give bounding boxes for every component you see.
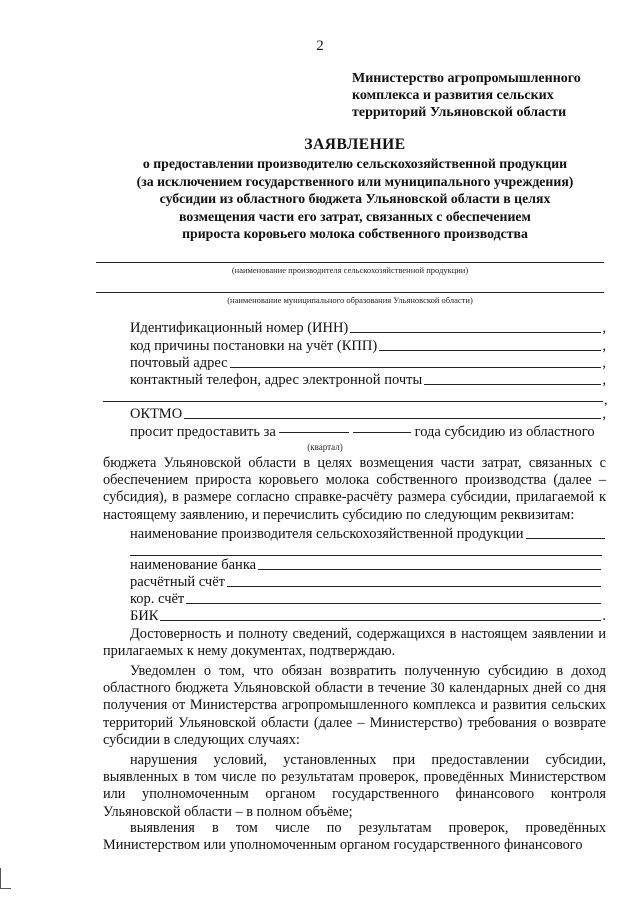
request-prefix: просит предоставить за <box>130 424 276 440</box>
kpp-comma: , <box>602 338 606 354</box>
quarter-caption: (квартал) <box>307 442 343 452</box>
subtitle-line: субсидии из областного бюджета Ульяновской области в целях <box>159 191 551 206</box>
request-line <box>130 424 595 441</box>
bank-producer-label: наименование производителя сельскохозяйственной продукции <box>130 526 524 542</box>
inn-comma: , <box>602 320 606 336</box>
bank-producer-input-line[interactable] <box>526 538 605 539</box>
account-field[interactable] <box>130 574 602 590</box>
phone-input-line[interactable] <box>424 384 601 385</box>
continuation-comma: , <box>604 393 608 408</box>
oktmo-label: ОКТМО <box>130 406 183 422</box>
inn-field[interactable] <box>130 320 606 336</box>
address-comma: , <box>602 355 606 371</box>
year-input-line[interactable] <box>353 432 411 433</box>
bik-label: БИК <box>130 608 159 624</box>
paragraph-detection: выявления в том числе по результатам проверок, проведённых Министерством или уполномоченным органом государственного финансового <box>103 820 606 854</box>
bik-input-line[interactable] <box>160 620 601 621</box>
account-label: расчётный счёт <box>130 574 225 590</box>
corr-account-input-line[interactable] <box>186 603 601 604</box>
phone-comma: , <box>602 372 606 388</box>
phone-field[interactable] <box>130 372 606 388</box>
page-number: 2 <box>316 38 324 54</box>
request-suffix: года субсидию из областного <box>414 424 595 440</box>
kpp-label: код причины постановки на учёт (КПП) <box>130 338 378 354</box>
addressee-line: Министерство агропромышленного <box>352 71 581 86</box>
address-label: почтовый адрес <box>130 355 228 371</box>
inn-label: Идентификационный номер (ИНН) <box>130 320 349 336</box>
inn-input-line[interactable] <box>350 332 601 333</box>
bank-name-input-line[interactable] <box>258 569 601 570</box>
kpp-input-line[interactable] <box>379 350 601 351</box>
document-subtitle <box>95 155 615 243</box>
paragraph-purpose: бюджета Ульяновской области в целях возмещения части затрат, связанных с обеспечением прироста коровьего молока собственного производства (далее – субсидия), в размере согласно справке-расчёту размера субсидии, прилагаемой к настоящему заявлению, и перечислить субсидию по следующим реквизитам: <box>103 455 606 523</box>
phone-label: контактный телефон, адрес электронной почты <box>130 372 423 388</box>
corr-account-label: кор. счёт <box>130 591 185 607</box>
corr-account-field[interactable] <box>130 591 602 607</box>
quarter-input-line[interactable] <box>279 432 349 433</box>
paragraph-violation: нарушения условий, установленных при предоставлении субсидии, выявленных в том числе по результатам проверок, проведённых Министерством или уполномоченным органом государственного финансового контроля Ульяновской области – в полном объёме; <box>103 752 606 820</box>
municipality-line[interactable] <box>96 292 604 293</box>
bik-field[interactable] <box>130 608 606 624</box>
bank-name-field[interactable] <box>130 557 602 573</box>
scan-corner-mark <box>0 868 11 889</box>
bank-producer-continuation-line[interactable] <box>130 555 602 556</box>
municipality-caption: (наименование муниципального образования Ульяновской области) <box>227 295 473 305</box>
oktmo-comma: , <box>602 406 606 422</box>
account-input-line[interactable] <box>227 586 601 587</box>
phone-continuation-line[interactable] <box>103 401 603 402</box>
addressee-block <box>352 70 622 121</box>
kpp-field[interactable] <box>130 338 606 354</box>
subtitle-line: прироста коровьего молока собственного производства <box>182 226 528 241</box>
subtitle-line: о предоставлении производителю сельскохозяйственной продукции <box>142 156 568 171</box>
bank-producer-field[interactable] <box>130 526 606 542</box>
paragraph-notice: Уведомлен о том, что обязан возвратить полученную субсидию в доход областного бюджета Ульяновской области в течение 30 календарных дней со дня получения от Министерства агропромышленного комплекса и развития сельских территорий Ульяновской области (далее – Министерство) требования о возврате субсидии в следующих случаях: <box>103 663 606 748</box>
oktmo-input-line[interactable] <box>184 418 601 419</box>
bik-dot: . <box>602 608 606 624</box>
producer-name-caption: (наименование производителя сельскохозяйственной продукции) <box>231 265 469 275</box>
subtitle-line: возмещения части его затрат, связанных с обеспечением <box>179 208 531 224</box>
oktmo-field[interactable] <box>130 406 606 422</box>
addressee-line: комплекса и развития сельских <box>352 88 554 103</box>
producer-name-line[interactable] <box>96 262 604 263</box>
paragraph-confirmation: Достоверность и полноту сведений, содержащихся в настоящем заявлении и прилагаемых к нему документах, подтверждаю. <box>103 626 606 660</box>
addressee-line: территорий Ульяновской области <box>352 105 567 120</box>
document-title: ЗАЯВЛЕНИЕ <box>304 136 406 153</box>
bank-name-label: наименование банка <box>130 557 257 573</box>
address-field[interactable] <box>130 355 606 371</box>
address-input-line[interactable] <box>230 367 602 368</box>
subtitle-line: (за исключением государственного или муниципального учреждения) <box>136 173 574 189</box>
